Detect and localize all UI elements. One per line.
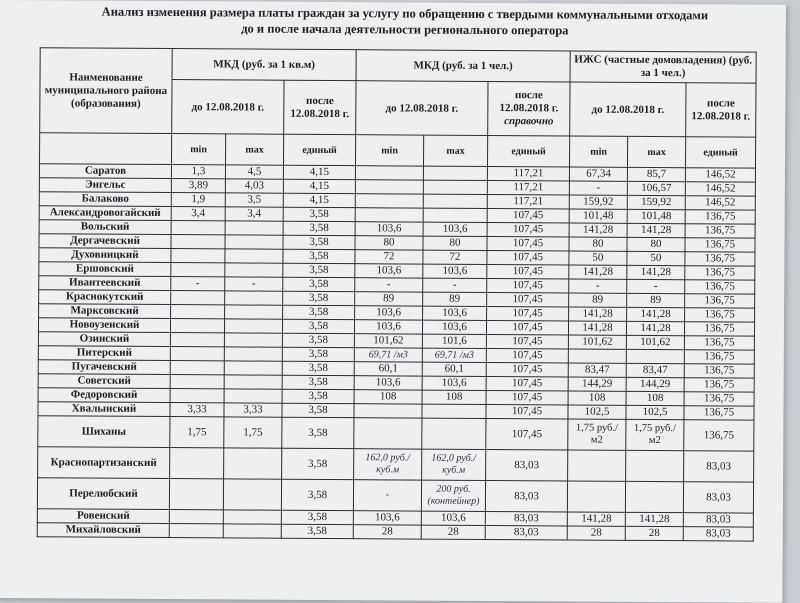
cell-c9: 136,75	[685, 294, 755, 308]
row-name: Хвалынский	[38, 402, 170, 417]
cell-c9: 136,75	[685, 238, 755, 252]
cell-c4: 108	[354, 390, 422, 404]
cell-c4	[354, 418, 422, 449]
cell-c5: 103,6	[421, 511, 485, 525]
cell-c8: 106,57	[627, 181, 685, 195]
cell-c8: 85,7	[627, 167, 685, 181]
cell-c3: 3,58	[283, 277, 355, 291]
cell-c3: 3,58	[282, 361, 354, 375]
cell-c5	[423, 208, 487, 222]
cell-c5: 103,6	[423, 222, 487, 236]
cell-c3: 3,58	[282, 448, 354, 479]
cell-c9: 136,75	[684, 420, 754, 451]
cell-c2	[224, 448, 282, 479]
cell-c4: 103,6	[355, 306, 423, 320]
cell-c5: 103,6	[422, 320, 486, 334]
cell-c5: 103,6	[423, 264, 487, 278]
cell-c1: 1,9	[171, 193, 225, 207]
cell-c3: 4,15	[283, 193, 355, 207]
header-max-1: max	[225, 134, 283, 165]
cell-c4: 28	[353, 525, 421, 539]
cell-c9: 146,52	[685, 196, 755, 210]
cell-c8: 50	[627, 251, 685, 265]
cell-c2	[224, 361, 282, 375]
cell-c2	[225, 235, 283, 249]
cell-c3: 3,58	[281, 479, 353, 510]
cell-c4	[355, 166, 423, 180]
cell-c2	[223, 510, 281, 524]
cell-c1	[170, 361, 224, 375]
cell-c4: 103,6	[354, 376, 422, 390]
cell-c8: 83,47	[626, 363, 684, 377]
cell-c9: 83,03	[683, 482, 753, 513]
cell-c9: 83,03	[683, 513, 753, 527]
cell-c3: 3,58	[283, 221, 355, 235]
cell-c4: -	[353, 480, 421, 511]
cell-c6: 107,45	[486, 362, 568, 377]
cell-c8: 159,92	[627, 195, 685, 209]
cell-c1	[171, 235, 225, 249]
header-empty	[40, 133, 172, 165]
cell-c9: 136,75	[684, 406, 754, 420]
row-name: Балаково	[39, 192, 171, 207]
cell-c8: 1,75 руб./м2	[626, 419, 684, 450]
cell-c6: 107,45	[486, 404, 568, 419]
cell-c4	[354, 404, 422, 418]
cell-c8: 101,48	[627, 209, 685, 223]
header-before-3: до 12.08.2018 г.	[570, 82, 686, 137]
cell-c7: 83,47	[568, 363, 626, 377]
cell-c7: 28	[567, 526, 625, 540]
cell-c5: 101,6	[422, 334, 486, 348]
tariff-table	[37, 47, 757, 541]
row-name: Питерский	[38, 346, 170, 361]
cell-c3: 3,58	[281, 510, 353, 524]
cell-c9: 83,03	[683, 527, 753, 541]
cell-c9: 136,75	[684, 350, 754, 364]
header-after-1: после 12.08.2018 г.	[284, 80, 356, 134]
cell-c5: 72	[423, 250, 487, 264]
cell-c7: -	[569, 279, 627, 293]
cell-c7: 101,48	[569, 209, 627, 223]
header-after-3: после 12.08.2018 г.	[686, 83, 756, 137]
cell-c6: 83,03	[485, 525, 567, 540]
header-name-column: Наименование муниципального района (образования)	[40, 48, 173, 134]
cell-c2	[224, 375, 282, 389]
cell-c7: 141,28	[569, 307, 627, 321]
cell-c2: 3,4	[225, 207, 283, 221]
cell-c7: 80	[569, 237, 627, 251]
cell-c3: 3,58	[283, 291, 355, 305]
cell-c3: 3,58	[282, 375, 354, 389]
cell-c1	[171, 249, 225, 263]
cell-c4: 103,6	[355, 264, 423, 278]
cell-c5	[422, 404, 486, 418]
cell-c4: 80	[355, 236, 423, 250]
cell-c1	[170, 319, 224, 333]
cell-c8: 144,29	[626, 377, 684, 391]
cell-c4: 72	[355, 250, 423, 264]
cell-c7: 144,29	[568, 377, 626, 391]
cell-c5	[423, 180, 487, 194]
cell-c8: 141,28	[627, 265, 685, 279]
table-row	[38, 416, 754, 451]
header-after-2-date: после 12.08.2018 г.	[499, 89, 559, 115]
header-min-3: min	[570, 136, 628, 167]
cell-c6: 107,45	[487, 292, 569, 307]
header-group-mkd-sqm: МКД (руб. за 1 кв.м)	[172, 49, 356, 81]
cell-c8: 28	[625, 526, 683, 540]
cell-c2: 3,33	[224, 403, 282, 417]
cell-c9: 136,75	[684, 336, 754, 350]
cell-c1	[169, 510, 223, 524]
cell-c9: 136,75	[684, 322, 754, 336]
cell-c7: 141,28	[567, 512, 625, 526]
cell-c5: 80	[423, 236, 487, 250]
row-name: Ровенский	[37, 509, 169, 524]
cell-c7: 141,28	[569, 223, 627, 237]
cell-c7: 101,62	[568, 335, 626, 349]
header-after-2	[488, 81, 570, 136]
cell-c8: 141,28	[627, 223, 685, 237]
cell-c7: 67,34	[569, 167, 627, 181]
cell-c8	[625, 481, 683, 512]
cell-c6: 107,45	[487, 278, 569, 293]
cell-c3: 3,58	[283, 263, 355, 277]
cell-c2	[224, 333, 282, 347]
header-min-2: min	[355, 135, 423, 166]
cell-c5: 60,1	[422, 362, 486, 376]
cell-c8: 80	[627, 237, 685, 251]
cell-c2: 4,5	[225, 165, 283, 179]
cell-c1	[170, 448, 224, 479]
row-name: Энгельс	[39, 178, 171, 193]
cell-c3: 3,58	[282, 417, 354, 448]
row-name: Ивантеевский	[39, 276, 171, 291]
cell-c2	[224, 389, 282, 403]
cell-c9: 136,75	[685, 210, 755, 224]
cell-c1	[169, 524, 223, 538]
cell-c1: 1,3	[171, 165, 225, 179]
cell-c5: 28	[421, 525, 485, 539]
cell-c3: 3,58	[282, 389, 354, 403]
cell-c8: -	[627, 279, 685, 293]
cell-c8: 141,28	[626, 321, 684, 335]
table-body	[37, 164, 755, 541]
cell-c5: 108	[422, 390, 486, 404]
cell-c9: 136,75	[684, 392, 754, 406]
header-before-1: до 12.08.2018 г.	[172, 80, 284, 135]
row-name: Михайловский	[37, 523, 169, 538]
header-single-3: единый	[686, 137, 756, 168]
cell-c8: 108	[626, 391, 684, 405]
cell-c9: 136,75	[685, 280, 755, 294]
cell-c5	[423, 166, 487, 180]
cell-c3: 3,58	[282, 347, 354, 361]
cell-c3: 4,15	[283, 179, 355, 193]
header-min-1: min	[171, 134, 225, 165]
cell-c2	[224, 347, 282, 361]
header-group-mkd-person: МКД (руб. за 1 чел.)	[356, 50, 570, 82]
title-line-2: до и после начала деятельности регионального оператора	[241, 21, 569, 38]
cell-c3: 4,15	[283, 165, 355, 179]
cell-c5: 103,6	[423, 306, 487, 320]
header-single-1: единый	[283, 134, 355, 165]
cell-c3: 3,58	[281, 524, 353, 538]
cell-c2	[225, 291, 283, 305]
cell-c3: 3,58	[282, 403, 354, 417]
cell-c5	[423, 194, 487, 208]
cell-c6: 107,45	[486, 376, 568, 391]
header-group-izhs: ИЖС (частные домовладения) (руб. за 1 чел.)	[570, 51, 756, 83]
table-row	[37, 478, 753, 513]
cell-c7: 159,92	[569, 195, 627, 209]
cell-c2: 4,03	[225, 179, 283, 193]
header-max-3: max	[628, 136, 686, 167]
cell-c5: 103,6	[422, 376, 486, 390]
cell-c6: 83,03	[485, 511, 567, 526]
cell-c3: 3,58	[282, 319, 354, 333]
cell-c4	[355, 208, 423, 222]
cell-c7: 141,28	[568, 321, 626, 335]
cell-c8: 141,28	[625, 512, 683, 526]
cell-c1	[171, 221, 225, 235]
cell-c4	[355, 180, 423, 194]
cell-c5	[422, 418, 486, 449]
cell-c1	[171, 263, 225, 277]
header-max-2: max	[423, 135, 487, 166]
cell-c6: 107,45	[486, 390, 568, 405]
cell-c5: 69,71 /м3	[422, 348, 486, 362]
cell-c4: 103,6	[355, 222, 423, 236]
cell-c8: 89	[627, 293, 685, 307]
row-name: Шиханы	[38, 416, 170, 448]
cell-c6: 117,21	[487, 180, 569, 195]
cell-c1	[171, 291, 225, 305]
cell-c7: -	[569, 181, 627, 195]
cell-c1: 3,4	[171, 207, 225, 221]
cell-c6: 107,45	[487, 250, 569, 265]
cell-c7: 1,75 руб./м2	[568, 419, 626, 450]
cell-c5: -	[423, 278, 487, 292]
cell-c7: 108	[568, 391, 626, 405]
header-before-2: до 12.08.2018 г.	[356, 81, 488, 136]
cell-c6: 107,45	[487, 222, 569, 237]
cell-c6: 117,21	[487, 166, 569, 181]
cell-c6: 107,45	[486, 334, 568, 349]
cell-c6: 107,45	[487, 208, 569, 223]
cell-c2	[225, 305, 283, 319]
cell-c6: 117,21	[487, 194, 569, 209]
cell-c4: 162,0 руб./куб.м	[354, 449, 422, 480]
row-name: Краснокутский	[39, 290, 171, 305]
cell-c7: 102,5	[568, 405, 626, 419]
document-title	[40, 3, 770, 39]
cell-c2	[223, 479, 281, 510]
cell-c1	[171, 305, 225, 319]
table-row	[38, 447, 754, 482]
cell-c9: 136,75	[684, 364, 754, 378]
cell-c6: 107,45	[486, 348, 568, 363]
cell-c3: 3,58	[283, 249, 355, 263]
row-name: Саратов	[39, 164, 171, 179]
cell-c6: 107,45	[487, 236, 569, 251]
cell-c6: 83,03	[486, 449, 568, 481]
cell-c2	[225, 263, 283, 277]
cell-c9: 136,75	[685, 266, 755, 280]
cell-c1	[169, 479, 223, 510]
cell-c2	[225, 249, 283, 263]
header-after-2-note: справочно	[504, 115, 554, 128]
cell-c7	[567, 481, 625, 512]
cell-c9: 146,52	[685, 182, 755, 196]
cell-c1	[170, 375, 224, 389]
cell-c7: 141,28	[569, 265, 627, 279]
cell-c4	[355, 194, 423, 208]
row-name: Дергачевский	[39, 234, 171, 249]
title-line-1: Анализ изменения размера платы граждан за услугу по обращению с твердыми коммунальными отходами	[101, 4, 709, 23]
cell-c2: 1,75	[224, 417, 282, 448]
cell-c3: 3,58	[283, 235, 355, 249]
cell-c8: 141,28	[627, 307, 685, 321]
cell-c5: 200 руб. (контейнер)	[421, 480, 485, 511]
cell-c9: 136,75	[685, 224, 755, 238]
row-name: Вольский	[39, 220, 171, 235]
cell-c7	[568, 450, 626, 481]
cell-c9: 136,75	[684, 378, 754, 392]
cell-c7: 50	[569, 251, 627, 265]
cell-c2	[224, 319, 282, 333]
cell-c4: 103,6	[353, 511, 421, 525]
row-name: Духовницкий	[39, 248, 171, 263]
row-name: Озинский	[38, 332, 170, 347]
cell-c1	[170, 333, 224, 347]
cell-c1: 3,33	[170, 403, 224, 417]
row-name: Александровогайский	[39, 206, 171, 221]
cell-c1	[170, 347, 224, 361]
row-name: Советский	[38, 374, 170, 389]
cell-c4: -	[355, 278, 423, 292]
cell-c1: 1,75	[170, 417, 224, 448]
cell-c2: -	[225, 277, 283, 291]
row-name: Ершовский	[39, 262, 171, 277]
cell-c7	[568, 349, 626, 363]
cell-c8: 102,5	[626, 405, 684, 419]
cell-c9: 83,03	[684, 451, 754, 482]
row-name: Федоровский	[38, 388, 170, 403]
cell-c3: 3,58	[282, 333, 354, 347]
cell-c6: 107,45	[487, 264, 569, 279]
cell-c8: 101,62	[626, 335, 684, 349]
cell-c2: 3,5	[225, 193, 283, 207]
cell-c6: 83,03	[485, 480, 567, 512]
cell-c4: 103,6	[354, 320, 422, 334]
cell-c4: 60,1	[354, 362, 422, 376]
row-name: Марксовский	[39, 304, 171, 319]
row-name: Пугачевский	[38, 360, 170, 375]
cell-c8	[626, 349, 684, 363]
cell-c2	[223, 524, 281, 538]
cell-c5: 89	[423, 292, 487, 306]
cell-c4: 101,62	[354, 334, 422, 348]
cell-c5: 162,0 руб./куб.м	[422, 449, 486, 480]
header-single-2: единый	[487, 135, 569, 167]
cell-c6: 107,45	[486, 320, 568, 335]
row-name: Перелюбский	[37, 478, 169, 510]
cell-c1: -	[171, 277, 225, 291]
cell-c1: 3,89	[171, 179, 225, 193]
row-name: Краснопартизанский	[38, 447, 170, 479]
cell-c4: 89	[355, 292, 423, 306]
cell-c2	[225, 221, 283, 235]
cell-c6: 107,45	[487, 306, 569, 321]
cell-c1	[170, 389, 224, 403]
cell-c8	[626, 450, 684, 481]
cell-c4: 69,71 /м3	[354, 348, 422, 362]
cell-c6: 107,45	[486, 418, 568, 450]
cell-c7: 89	[569, 293, 627, 307]
cell-c3: 3,58	[283, 305, 355, 319]
cell-c3: 3,58	[283, 207, 355, 221]
cell-c9: 136,75	[685, 308, 755, 322]
cell-c9: 136,75	[685, 252, 755, 266]
cell-c9: 146,52	[685, 168, 755, 182]
row-name: Новоузенский	[38, 318, 170, 333]
